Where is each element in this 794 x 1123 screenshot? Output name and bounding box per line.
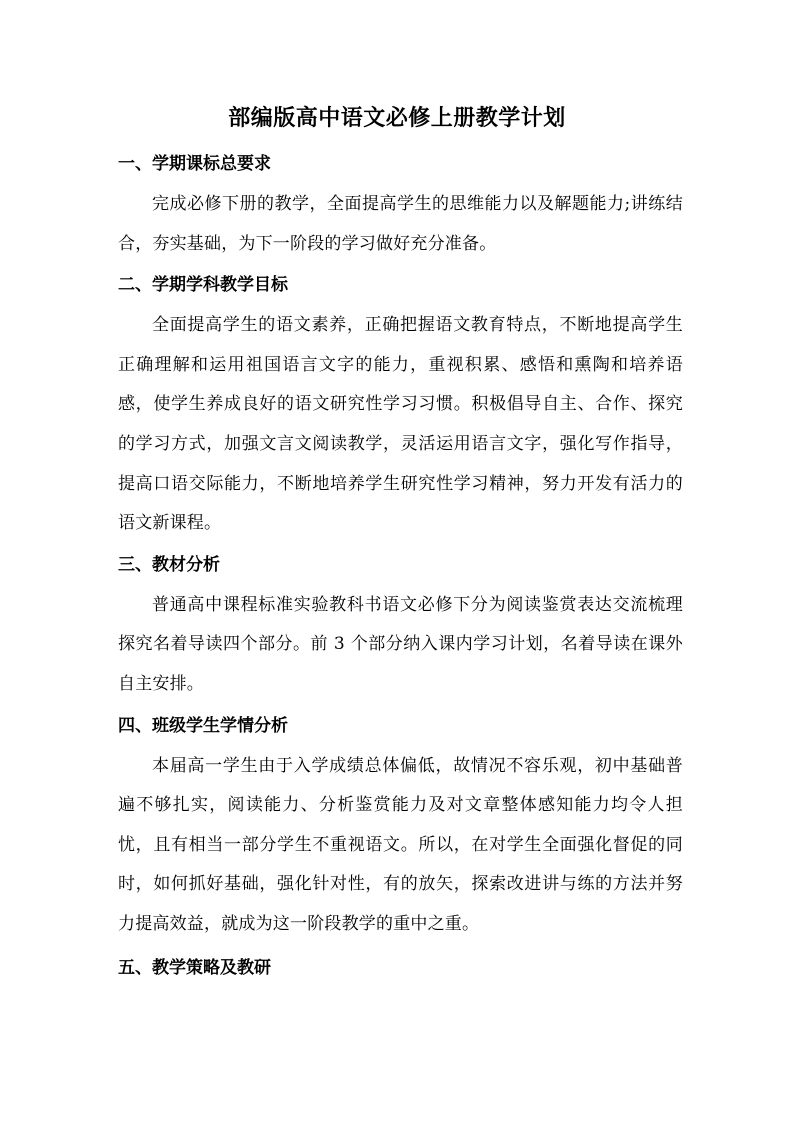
section-heading-3: 三、教材分析 [118,554,220,575]
section-heading-5: 五、教学策略及教研 [118,957,271,978]
section-heading-1: 一、学期课标总要求 [118,154,271,174]
section-heading-4: 四、班级学生学情分析 [118,715,288,736]
section-paragraph-1: 完成必修下册的教学，全面提高学生的思维能力以及解题能力;讲练结合，夯实基础，为下一阶段的学习做好充分准备。 [118,194,683,254]
section-paragraph-4: 本届高一学生由于入学成绩总体偏低，故情况不容乐观，初中基础普遍不够扎实，阅读能力、分析鉴赏能力及对文章整体感知能力均令人担忧，且有相当一部分学生不重视语文。所以，在对学生全面强化督促的同时，如何抓好基础，强化针对性，有的放矢，探索改进讲与练的方法并努力提高效益，就成为这一阶段教学的重中之重。 [118,755,683,934]
document-title: 部编版高中语文必修上册教学计划 [228,105,566,131]
document-body [118,143,683,989]
section-heading-2: 二、学期学科教学目标 [118,275,288,296]
section-paragraph-3: 普通高中课程标准实验教科书语文必修下分为阅读鉴赏表达交流梳理探究名着导读四个部分。前 3 个部分纳入课内学习计划，名着导读在课外自主安排。 [118,594,683,694]
section-paragraph-2: 全面提高学生的语文素养，正确把握语文教育特点，不断地提高学生正确理解和运用祖国语言文字的能力，重视积累、感悟和熏陶和培养语感，使学生养成良好的语文研究性学习习惯。积极倡导自主、合作、探究的学习方式，加强文言文阅读教学，灵活运用语言文字，强化写作指导，提高口语交际能力，不断地培养学生研究性学习精神，努力开发有活力的语文新课程。 [118,315,683,534]
